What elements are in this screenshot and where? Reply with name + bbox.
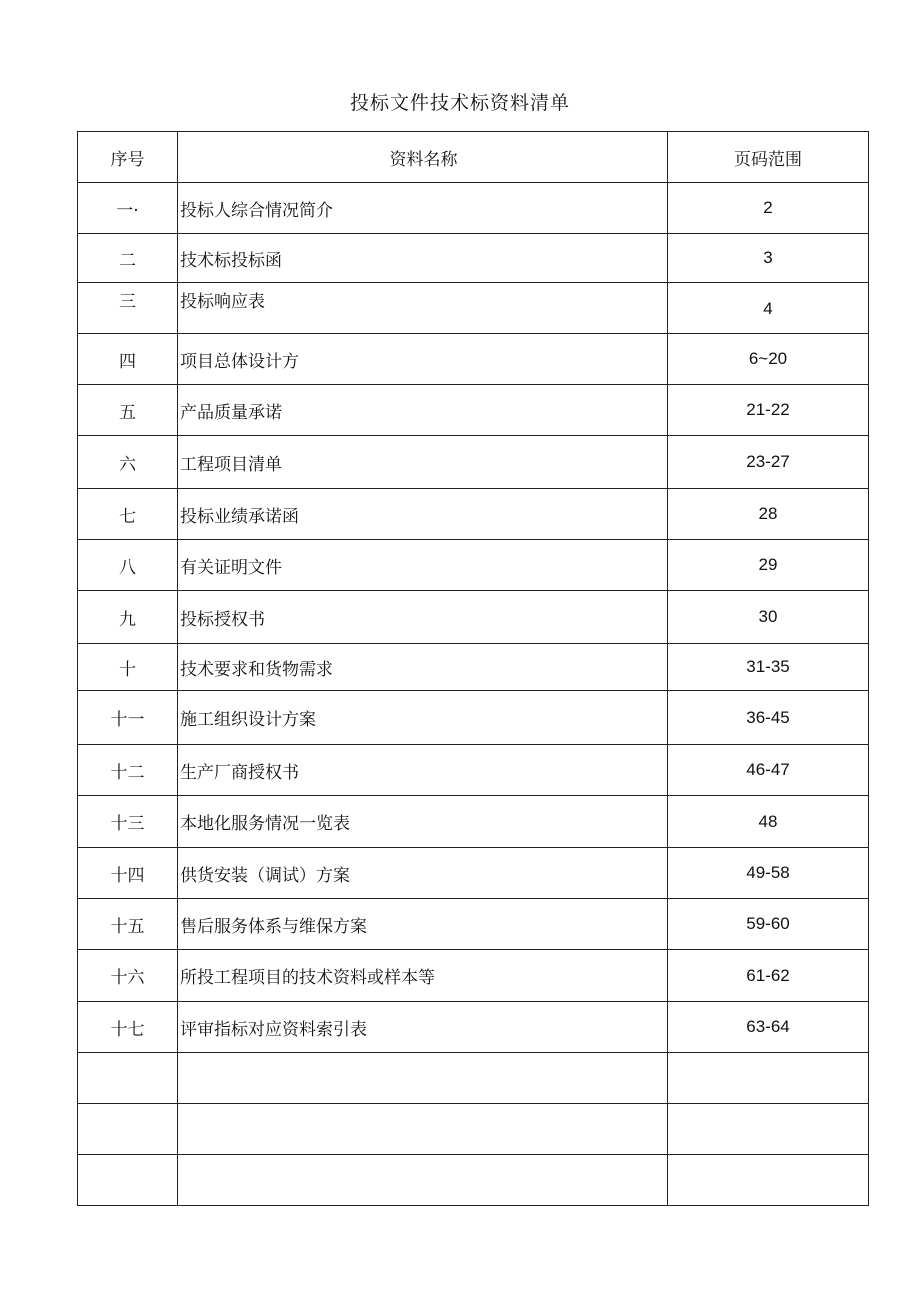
table-row	[78, 848, 869, 899]
row-name: 投标业绩承诺函	[178, 489, 668, 540]
table-header-row	[78, 132, 869, 183]
row-number: 二	[78, 234, 178, 283]
row-name: 产品质量承诺	[178, 385, 668, 436]
table-row	[78, 334, 869, 385]
table-row	[78, 796, 869, 848]
empty-cell	[668, 1155, 869, 1206]
row-name: 投标响应表	[178, 283, 668, 334]
row-name: 评审指标对应资料索引表	[178, 1002, 668, 1053]
table-row	[78, 540, 869, 591]
table-row	[78, 950, 869, 1002]
table-row	[78, 385, 869, 436]
table-row	[78, 234, 869, 283]
table-row	[78, 489, 869, 540]
row-name: 投标人综合情况简介	[178, 183, 668, 234]
row-number: 十四	[78, 848, 178, 899]
row-number: 一·	[78, 183, 178, 234]
table-row	[78, 183, 869, 234]
row-name: 有关证明文件	[178, 540, 668, 591]
table-row	[78, 745, 869, 796]
table-row	[78, 644, 869, 691]
row-number: 八	[78, 540, 178, 591]
table-row-empty	[78, 1155, 869, 1206]
row-pages: 21-22	[668, 385, 869, 436]
row-pages: 29	[668, 540, 869, 591]
empty-cell	[178, 1104, 668, 1155]
header-pages: 页码范围	[668, 132, 869, 183]
table-row-empty	[78, 1104, 869, 1155]
header-name: 资料名称	[178, 132, 668, 183]
row-name: 供货安装（调试）方案	[178, 848, 668, 899]
empty-cell	[78, 1104, 178, 1155]
header-number: 序号	[78, 132, 178, 183]
row-name: 技术要求和货物需求	[178, 644, 668, 691]
row-number: 四	[78, 334, 178, 385]
row-pages: 23-27	[668, 436, 869, 489]
row-pages: 36-45	[668, 691, 869, 745]
row-number: 十	[78, 644, 178, 691]
table-row	[78, 591, 869, 644]
row-name: 项目总体设计方	[178, 334, 668, 385]
table-row	[78, 1002, 869, 1053]
row-number: 九	[78, 591, 178, 644]
empty-cell	[78, 1053, 178, 1104]
table-row	[78, 691, 869, 745]
table-row-empty	[78, 1053, 869, 1104]
row-pages: 6~20	[668, 334, 869, 385]
row-name: 技术标投标函	[178, 234, 668, 283]
row-number: 七	[78, 489, 178, 540]
row-number: 三	[78, 283, 178, 334]
row-name: 工程项目清单	[178, 436, 668, 489]
row-pages: 2	[668, 183, 869, 234]
document-title: 投标文件技术标资料清单	[349, 92, 570, 114]
row-pages: 28	[668, 489, 869, 540]
row-name: 本地化服务情况一览表	[178, 796, 668, 848]
row-number: 六	[78, 436, 178, 489]
row-pages: 59-60	[668, 899, 869, 950]
empty-cell	[78, 1155, 178, 1206]
row-name: 施工组织设计方案	[178, 691, 668, 745]
row-name: 投标授权书	[178, 591, 668, 644]
empty-cell	[668, 1053, 869, 1104]
row-pages: 49-58	[668, 848, 869, 899]
empty-cell	[178, 1155, 668, 1206]
row-number: 十六	[78, 950, 178, 1002]
row-number: 十一	[78, 691, 178, 745]
row-name: 售后服务体系与维保方案	[178, 899, 668, 950]
row-pages: 61-62	[668, 950, 869, 1002]
empty-cell	[668, 1104, 869, 1155]
row-number: 十七	[78, 1002, 178, 1053]
row-number: 十二	[78, 745, 178, 796]
row-pages: 31-35	[668, 644, 869, 691]
row-pages: 46-47	[668, 745, 869, 796]
row-name: 所投工程项目的技术资料或样本等	[178, 950, 668, 1002]
materials-list-table	[77, 131, 869, 1206]
table-row	[78, 899, 869, 950]
row-pages: 63-64	[668, 1002, 869, 1053]
table-row	[78, 436, 869, 489]
row-number: 十三	[78, 796, 178, 848]
row-number: 十五	[78, 899, 178, 950]
row-pages: 4	[668, 283, 869, 334]
empty-cell	[178, 1053, 668, 1104]
row-pages: 3	[668, 234, 869, 283]
table-row	[78, 283, 869, 334]
row-pages: 48	[668, 796, 869, 848]
row-pages: 30	[668, 591, 869, 644]
row-name: 生产厂商授权书	[178, 745, 668, 796]
row-number: 五	[78, 385, 178, 436]
